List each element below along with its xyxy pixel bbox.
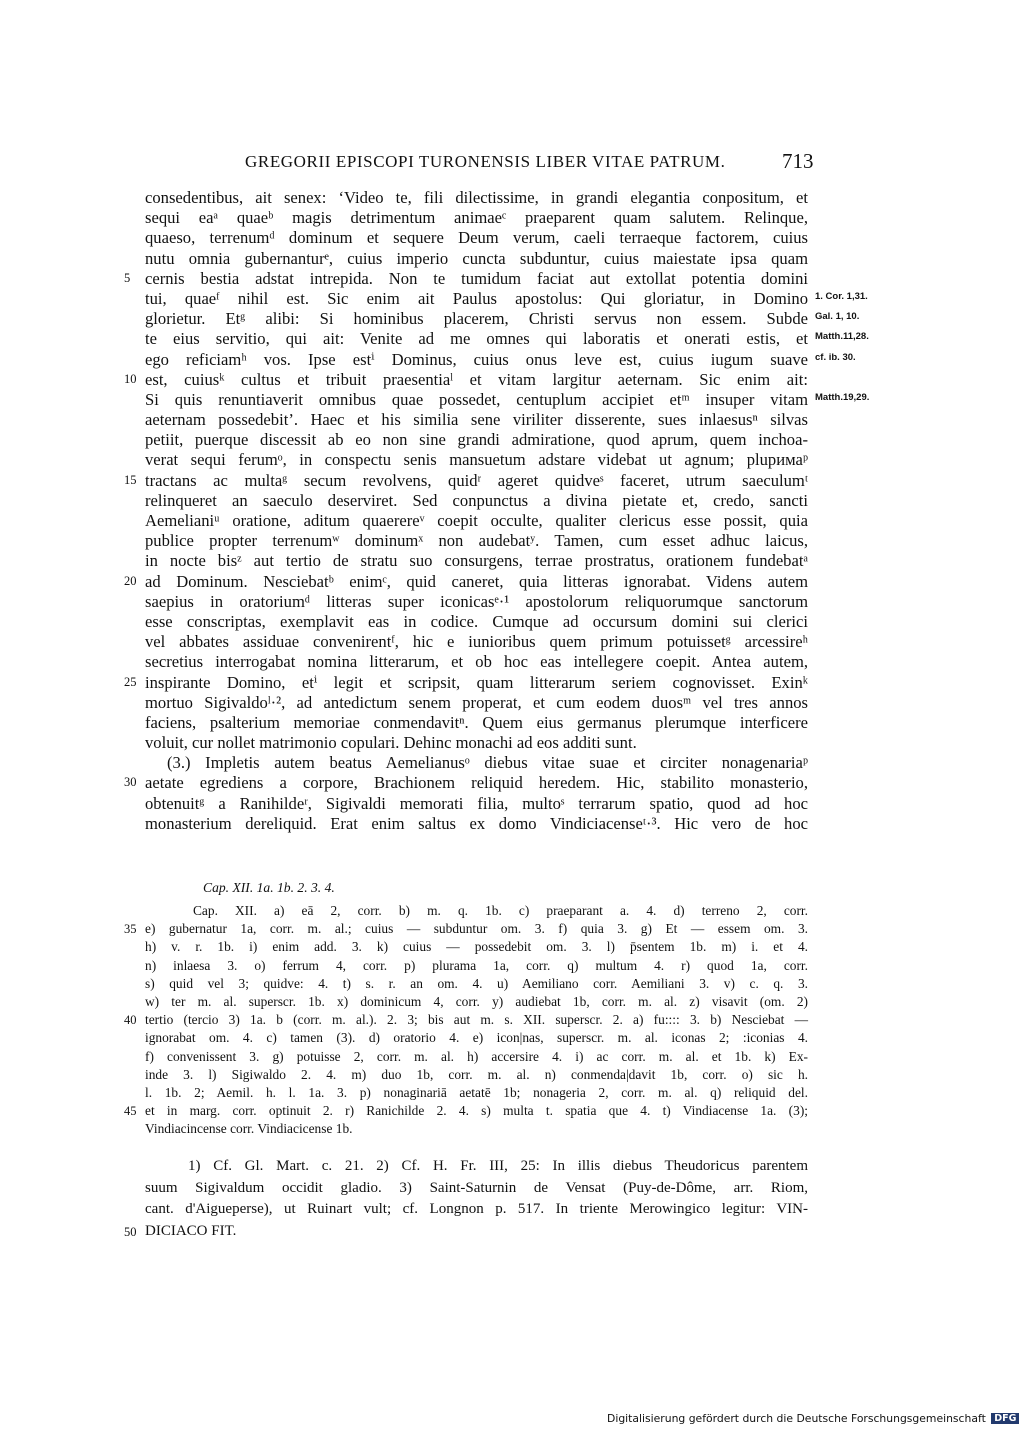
text-line — [0, 632, 1000, 652]
text-line — [0, 491, 1000, 511]
text-line — [0, 249, 1000, 269]
line-text: inspirante Domino, etⁱ legit et scripsit, quam litterarum seriem cognovisset. Exinᵏ — [145, 672, 808, 692]
line-text: h) v. r. 1b. i) enim add. 3. k) cuius — possedebit om. 3. l) p̄sentem 1b. m) i. et 4. — [145, 939, 808, 955]
text-line — [0, 551, 1000, 571]
text-line — [0, 572, 1000, 592]
text-line — [0, 350, 1000, 370]
margin-reference: Matth.19,29. — [815, 391, 870, 403]
line-text: et in marg. corr. optinuit 2. r) Ranichilde 2. 4. s) multa t. spatia que 4. t) Vindiacense 1a. (3); — [145, 1103, 808, 1119]
line-text: n) inlaesa 3. o) ferrum 4, corr. p) plurama 1a, corr. q) multum 4. r) quod 1a, corr. — [145, 957, 808, 973]
line-text: publice propter terrenumʷ dominumˣ non audebatʸ. Tamen, cum esset adhuc laicus, — [145, 531, 808, 551]
line-text: relinqueret an saeculo deserviret. Sed conpunctus a divina pietate et, credo, sancti — [145, 490, 808, 510]
line-text: voluit, cur nollet matrimonio copulari. Dehinc monachi ad eos additi sunt. — [145, 733, 637, 753]
apparatus-line — [0, 1121, 1000, 1139]
line-text: aetate egrediens a corpore, Brachionem reliquid heredem. Hic, stabilito monasterio, — [145, 773, 808, 793]
line-text: cernis bestia adstat intrepida. Non te tumidum faciat aut extollat potentia domini — [145, 268, 808, 288]
text-line — [0, 390, 1000, 410]
line-text: nutu omnia gubernanturᵉ, cuius imperio cuncta subduntur, cuius maiestate ipsa quam — [145, 248, 808, 268]
text-line — [0, 208, 1000, 228]
apparatus-line — [0, 994, 1000, 1012]
page-number: 713 — [782, 149, 814, 173]
line-text: e) gubernatur 1a, corr. m. al.; cuius — subduntur om. 3. f) quia 3. g) Et — essem om. 3. — [145, 921, 808, 937]
line-text: faciens, psalterium memoriae conmendavitⁿ. Quem eius germanus plerumque interficere — [145, 712, 808, 732]
text-line — [0, 592, 1000, 612]
manuscript-sigla: Cap. XII. 1a. 1b. 2. 3. 4. — [203, 880, 335, 895]
text-line — [0, 673, 1000, 693]
footnote-line — [0, 1223, 1000, 1245]
footer-text: Digitalisierung gefördert durch die Deutsche Forschungsgemeinschaft — [607, 1412, 986, 1425]
apparatus-line — [0, 1067, 1000, 1085]
page-header — [0, 149, 1000, 176]
line-number: 40 — [124, 1013, 137, 1028]
margin-reference: 1. Cor. 1,31. — [815, 290, 868, 302]
margin-reference: Gal. 1, 10. — [815, 311, 860, 323]
line-text: ignorabat om. 4. c) tamen (3). d) oratorio 4. e) icon|nas, superscr. m. al. iconas 2; :iconias 4. — [145, 1030, 808, 1046]
apparatus-line — [0, 976, 1000, 994]
funding-footer — [607, 1412, 1019, 1425]
line-text: petiit, puerque discessit ab eo non sine grandi admiratione, quod aprum, quem inchoa- — [145, 430, 808, 450]
apparatus-line — [0, 1049, 1000, 1067]
running-title: GREGORII EPISCOPI TURONENSIS LIBER VITAE PATRUM. — [245, 152, 726, 171]
text-line — [0, 814, 1000, 834]
apparatus-line — [0, 1103, 1000, 1121]
line-text: l. 1b. 2; Aemil. h. l. 1a. 3. p) nonaginariā aetatē 1b; nonageria 2, corr. m. al. q) reliquid del. — [145, 1084, 808, 1100]
line-text: cant. d'Aigueperse), ut Ruinart vult; cf. Longnon p. 517. In triente Merowingico legitur: VIN- — [145, 1201, 808, 1218]
line-number: 5 — [124, 270, 131, 285]
text-line — [0, 713, 1000, 733]
apparatus-line — [0, 903, 1000, 921]
apparatus-line — [0, 958, 1000, 976]
line-text: obtenuitᵍ a Ranihildeʳ, Sigivaldi memorati filia, multoˢ terrarum spatio, quod ad hoc — [145, 793, 808, 813]
text-line — [0, 733, 1000, 753]
line-number: 10 — [124, 371, 137, 386]
text-line — [0, 370, 1000, 390]
line-text: sequi eaᵃ quaeᵇ magis detrimentum animaeᶜ praeparent quam salutem. Relinque, — [145, 208, 808, 228]
text-line — [0, 269, 1000, 289]
line-text: Cap. XII. a) eā 2, corr. b) m. q. 1b. c) praeparant a. 4. d) terreno 2, corr. — [193, 903, 808, 918]
text-line — [0, 753, 1000, 773]
line-text: DICIACO FIT. — [145, 1222, 237, 1239]
line-number: 30 — [124, 775, 137, 790]
dfg-logo: DFG — [991, 1413, 1019, 1424]
footnote-line — [0, 1180, 1000, 1202]
text-line — [0, 430, 1000, 450]
line-text: quaeso, terrenumᵈ dominum et sequere Deum verum, caeli terraeque factorem, cuius — [145, 228, 808, 248]
line-text: monasterium dereliquid. Erat enim saltus ex domo Vindiciacenseᵗ·³. Hic vero de hoc — [145, 813, 808, 833]
line-text: suum Sigivaldum occidit gladio. 3) Saint-Saturnin de Vensat (Puy-de-Dôme, arr. Riom, — [145, 1179, 808, 1196]
line-number: 45 — [124, 1104, 137, 1119]
line-text: Si quis renuntiaverit omnibus quae possedet, centuplum accipiet etᵐ insuper vitam — [145, 389, 808, 409]
line-text: in nocte bisᶻ aut tertio de stratu suo consurgens, terrae prostratus, orationem fundebatᵃ — [145, 551, 808, 571]
text-line — [0, 329, 1000, 349]
line-text: esse conscriptas, exemplavit eas in codice. Cumque ad occursum domini sui clerici — [145, 611, 808, 631]
text-line — [0, 188, 1000, 208]
text-line — [0, 410, 1000, 430]
line-text: Vindiacincense corr. Vindiacicense 1b. — [145, 1121, 353, 1137]
line-text: s) quid vel 3; quidve: 4. t) s. r. an om. 4. u) Aemiliano corr. Aemiliani 3. v) c. q. 3. — [145, 975, 808, 991]
line-text: inde 3. l) Sigiwaldo 2. 4. m) duo 1b, corr. m. al. n) conmenda|davit 1b, corr. o) sic h. — [145, 1066, 808, 1082]
footnote-line — [0, 1158, 1000, 1180]
text-line — [0, 531, 1000, 551]
line-number: 50 — [124, 1224, 137, 1239]
line-text: (3.) Impletis autem beatus Aemelianusᵒ diebus vitae suae et circiter nonagenariaᵖ — [167, 753, 808, 773]
line-number: 25 — [124, 674, 137, 689]
line-number: 20 — [124, 573, 137, 588]
apparatus-line — [0, 1012, 1000, 1030]
line-text: ego reficiamʰ vos. Ipse estⁱ Dominus, cuius onus leve est, cuius iugum suave — [145, 349, 808, 369]
line-text: consedentibus, ait senex: ‘Video te, fili dilectissime, in grandi elegantia conpositum, et — [145, 188, 808, 207]
text-line — [0, 773, 1000, 793]
line-text: glorietur. Etᵍ alibi: Si hominibus placerem, Christi servus non essem. Subde — [145, 309, 808, 329]
line-text: tractans ac multaᵍ secum revolvens, quidʳ ageret quidveˢ faceret, utrum saeculumᵗ — [145, 470, 808, 490]
apparatus-line — [0, 921, 1000, 939]
line-number: 15 — [124, 472, 137, 487]
line-text: saepius in oratoriumᵈ litteras super iconicasᵉ·¹ apostolorum reliquorumque sanctorum — [145, 591, 808, 611]
main-text — [0, 188, 1000, 834]
line-text: est, cuiusᵏ cultus et tribuit praesentiaˡ et vitam largitur aeternam. Sic enim ait: — [145, 369, 808, 389]
footnotes — [0, 1158, 1000, 1244]
line-text: w) ter m. al. superscr. 1b. x) dominicum 4, corr. y) audiebat 1b, corr. m. al. z) visavit (om. 2) — [145, 993, 808, 1009]
footnote-line — [0, 1201, 1000, 1223]
critical-apparatus — [0, 903, 1000, 1139]
text-line — [0, 693, 1000, 713]
line-text: tertio (tercio 3) 1a. b (corr. m. al.). 2. 3; bis aut m. s. XII. superscr. 2. a) fu:::: 3. b) Nesciebat — — [145, 1012, 808, 1028]
margin-reference: cf. ib. 30. — [815, 351, 856, 363]
text-line — [0, 309, 1000, 329]
line-text: Aemelianiᵘ oratione, aditum quaerereᵛ coepit occulte, qualiter clericus esse possit, quia — [145, 511, 808, 530]
text-line — [0, 471, 1000, 491]
apparatus-line — [0, 1030, 1000, 1048]
text-line — [0, 289, 1000, 309]
line-text: 1) Cf. Gl. Mart. c. 21. 2) Cf. H. Fr. III, 25: In illis diebus Theudoricus parentem — [188, 1158, 808, 1174]
margin-reference: Matth.11,28. — [815, 331, 869, 343]
apparatus-line — [0, 939, 1000, 957]
line-text: tui, quaeᶠ nihil est. Sic enim ait Paulus apostolus: Qui gloriatur, in Domino — [145, 288, 808, 308]
line-text: mortuo Sigivaldoˡ·², ad antedictum senem properat, et cum eodem duosᵐ vel tres annos — [145, 692, 808, 712]
line-text: ad Dominum. Nesciebatᵇ enimᶜ, quid caneret, quia litteras ignorabat. Videns autem — [145, 571, 808, 591]
line-text: aeternam possedebit’. Haec et his similia sene viriliter disserente, sues inlaesusⁿ silvas — [145, 410, 808, 430]
apparatus-line — [0, 1085, 1000, 1103]
line-text: te eius servitio, qui ait: Venite ad me omnes qui laboratis et onerati estis, et — [145, 329, 808, 349]
text-line — [0, 450, 1000, 470]
text-line — [0, 794, 1000, 814]
text-line — [0, 652, 1000, 672]
line-text: secretius interrogabat nomina litterarum, et ob hoc eas intellegere coepit. Antea autem, — [145, 652, 808, 672]
line-number: 35 — [124, 922, 137, 937]
line-text: f) convenissent 3. g) potuisse 2, corr. m. al. h) accersire 4. i) ac corr. m. al. et 1b. k) Ex- — [145, 1048, 808, 1064]
text-line — [0, 511, 1000, 531]
text-line — [0, 228, 1000, 248]
text-line — [0, 612, 1000, 632]
line-text: vel abbates assiduae convenirentᶠ, hic e iunioribus quem primum potuissetᵍ arcessireʰ — [145, 632, 808, 652]
line-text: verat sequi ferumᵒ, in conspectu senis mansuetum adstare videbat ut agnum; pluримаᵖ — [145, 450, 808, 470]
